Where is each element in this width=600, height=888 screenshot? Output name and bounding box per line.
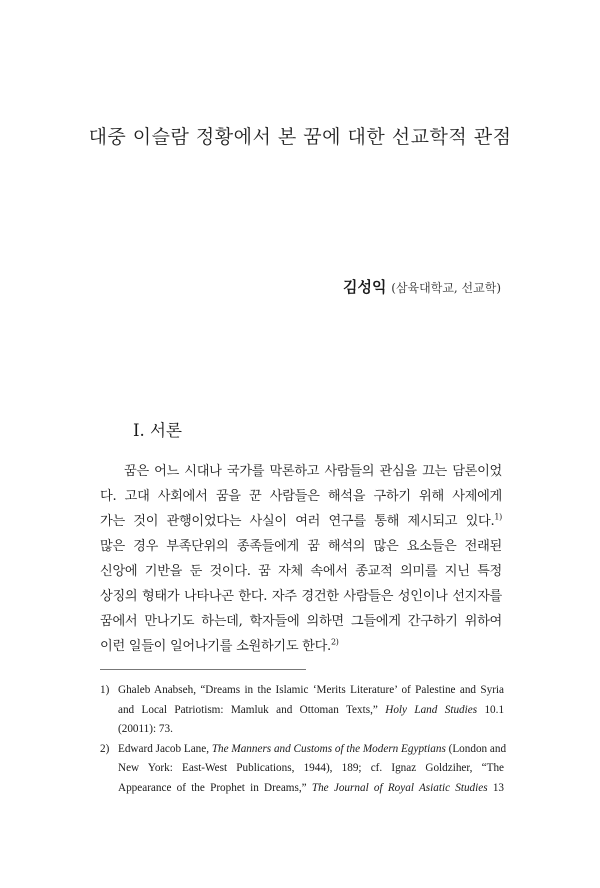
footnote-2 <box>100 740 507 799</box>
footnote-line: Ghaleb Anabseh, “Dreams in the Islamic ‘Merits Literature’ of Palestine and Syria <box>118 684 504 696</box>
body-line: 신앙에 기반을 둔 것이다. 꿈 자체 속에서 종교적 의미를 지닌 특정 <box>100 564 502 579</box>
body-paragraph <box>100 459 502 659</box>
author-line <box>343 276 501 297</box>
journal-title: Holy Land Studies <box>385 703 478 716</box>
section-heading: I. 서론 <box>133 421 182 440</box>
author-name: 김성익 <box>343 278 387 296</box>
footnote-1 <box>100 681 504 740</box>
body-line: 꿈에서 만나기도 하는데, 학자들에 의하면 그들에게 간구하기 위하여 <box>100 614 502 629</box>
footnote-number: 1) <box>100 684 110 696</box>
footnote-number: 2) <box>100 742 110 755</box>
footnote-line: Edward Jacob Lane, The Manners and Customs of the Modern Egyptians (London and <box>118 742 507 755</box>
body-line: 많은 경우 부족단위의 종족들에게 꿈 해석의 많은 요소들은 전래된 <box>100 539 502 554</box>
footnote-line: and Local Patriotism: Mamluk and Ottoman Texts,” Holy Land Studies 10.1 <box>118 703 505 716</box>
journal-title: The Journal of Royal Asiatic Studies <box>311 781 488 794</box>
footnotes <box>100 681 507 798</box>
body-line: 꿈은 어느 시대나 국가를 막론하고 사람들의 관심을 끄는 담론이었 <box>124 464 502 479</box>
page-title: 대중 이슬람 정황에서 본 꿈에 대한 선교학적 관점 <box>88 126 512 148</box>
footnote-ref: 2) <box>330 637 339 647</box>
body-line: 이런 일들이 일어나기를 소원하기도 한다.$^{2)}$ <box>100 637 339 654</box>
body-line: 가는 것이 관행이었다는 사실이 여러 연구를 통해 제시되고 있다.$^{1)}$ <box>100 512 502 529</box>
body-line: 상징의 형태가 나타나곤 한다. 자주 경건한 사람들은 성인이나 선지자를 <box>100 589 502 604</box>
book-title: The Manners and Customs of the Modern Egyptians <box>211 742 446 755</box>
author-affiliation: (삼육대학교, 선교학) <box>391 281 501 295</box>
footnote-line: (20011): 73. <box>118 723 173 735</box>
footnote-divider <box>100 669 306 670</box>
footnote-ref: 1) <box>494 512 502 522</box>
footnote-line: Appearance of the Prophet in Dreams,” The Journal of Royal Asiatic Studies 13 <box>118 781 505 794</box>
body-line: 다. 고대 사회에서 꿈을 꾼 사람들은 해석을 구하기 위해 사제에게 <box>100 489 502 504</box>
footnote-line: New York: East-West Publications, 1944), 189; cf. Ignaz Goldziher, “The <box>118 762 504 774</box>
